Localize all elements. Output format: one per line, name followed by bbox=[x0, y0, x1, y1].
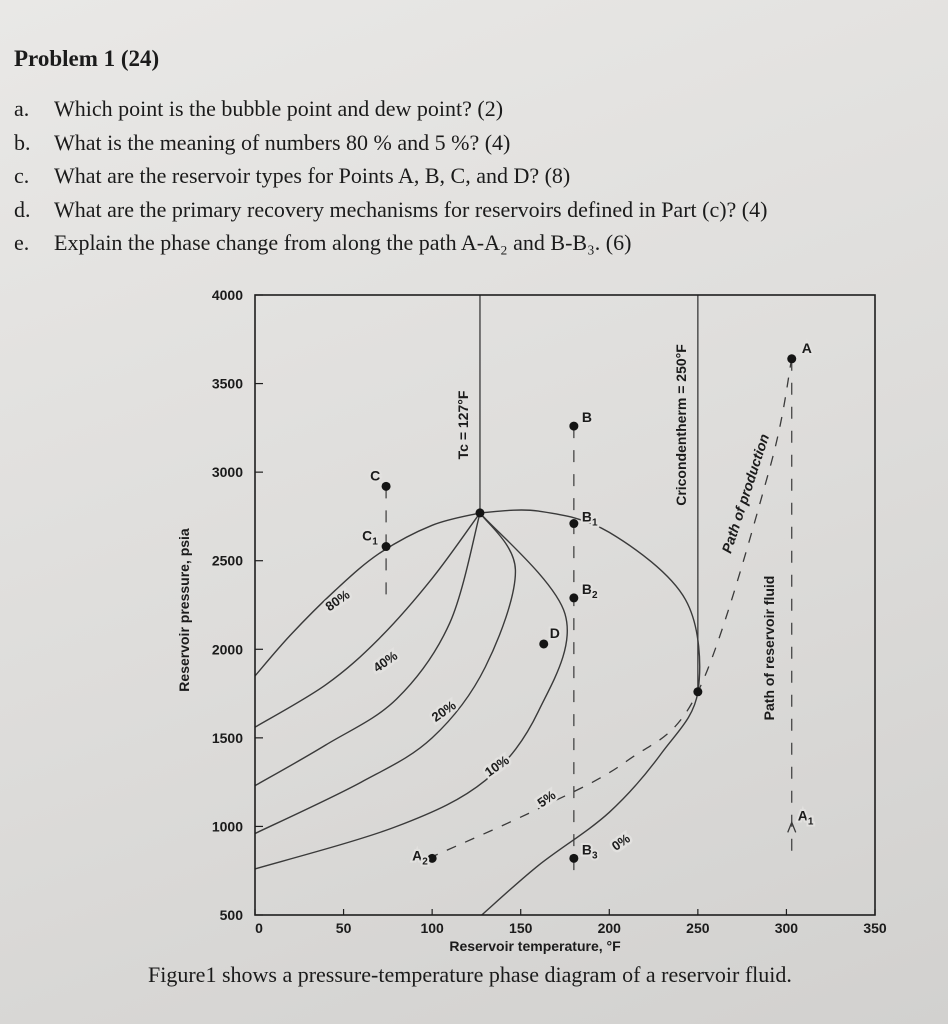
x-axis-label: Reservoir temperature, °F bbox=[449, 938, 621, 954]
y-tick-label: 3000 bbox=[211, 464, 243, 481]
y-tick-label: 3500 bbox=[211, 375, 243, 392]
point-label-main: B bbox=[581, 841, 592, 858]
x-tick-label: 0 bbox=[255, 920, 263, 936]
quality-label-0pct: 0% bbox=[608, 830, 633, 854]
point-b-marker bbox=[569, 422, 578, 431]
point-label-subscript: 1 bbox=[591, 517, 598, 529]
x-tick-label: 150 bbox=[509, 920, 533, 936]
x-tick-label: 50 bbox=[335, 920, 352, 936]
critical-temperature-label: Tc = 127°F bbox=[454, 390, 471, 460]
point-label-subscript: 1 bbox=[372, 536, 378, 548]
point-label-subscript: 2 bbox=[422, 856, 428, 868]
y-tick-label: 2000 bbox=[211, 641, 243, 658]
point-label-main: B bbox=[581, 409, 592, 426]
quality-line-10pct bbox=[255, 513, 515, 834]
question-text: Which point is the bubble point and dew point? (2) bbox=[54, 96, 504, 121]
critical-point-marker bbox=[475, 508, 484, 517]
point-a-marker bbox=[787, 354, 796, 363]
point-label-subscript: 1 bbox=[807, 816, 814, 828]
quality-label-80pct: 80% bbox=[322, 586, 353, 615]
point-label-main: A bbox=[801, 339, 812, 356]
question-text: Explain the phase change from along the path A-A₂ and B-B₃. (6) bbox=[54, 230, 632, 255]
question-text: What is the meaning of numbers 80 % and 5 %? (4) bbox=[54, 129, 511, 155]
point-label-main: C bbox=[362, 527, 373, 544]
path-of-production-label: Path of production bbox=[718, 431, 773, 556]
point-label-subscript: 3 bbox=[591, 850, 598, 862]
point-b-label bbox=[582, 409, 592, 425]
point-label-main: C bbox=[370, 467, 381, 484]
x-tick-label: 350 bbox=[863, 920, 887, 936]
point-b2-label bbox=[582, 581, 598, 601]
quality-label-5pct: 5% bbox=[534, 787, 559, 811]
y-tick-label: 4000 bbox=[211, 287, 243, 303]
question-label: b. bbox=[14, 129, 31, 155]
question-label: d. bbox=[14, 196, 31, 222]
point-label-main: D bbox=[549, 624, 560, 641]
point-c1-label bbox=[362, 528, 378, 548]
point-label-main: B bbox=[581, 508, 592, 525]
quality-label-20pct: 20% bbox=[428, 697, 459, 725]
x-tick-label: 100 bbox=[420, 920, 444, 936]
quality-line-5pct bbox=[255, 513, 567, 869]
point-b2-marker bbox=[569, 593, 578, 602]
point-label-subscript: 2 bbox=[591, 589, 598, 601]
cricondentherm-point-marker bbox=[693, 687, 702, 696]
quality-label-40pct: 40% bbox=[370, 647, 401, 676]
cricondentherm-label: Cricondentherm = 250°F bbox=[672, 344, 689, 506]
point-c-label bbox=[370, 467, 380, 483]
point-a-label bbox=[802, 340, 812, 356]
figure-caption: Figure1 shows a pressure-temperature phase diagram of a reservoir fluid. bbox=[148, 962, 792, 987]
point-d-marker bbox=[539, 639, 548, 648]
question-text: What are the primary recovery mechanisms for reservoirs defined in Part (c)? (4) bbox=[54, 196, 768, 222]
point-c-marker bbox=[382, 482, 391, 491]
point-a1-label bbox=[798, 807, 814, 827]
plot-frame bbox=[255, 295, 875, 915]
path-of-reservoir-fluid-label: Path of reservoir fluid bbox=[761, 575, 777, 721]
point-b1-label bbox=[582, 509, 598, 529]
y-tick-label: 2500 bbox=[211, 552, 243, 569]
question-label: e. bbox=[14, 230, 30, 255]
point-a1-marker bbox=[788, 822, 796, 832]
y-tick-label: 1000 bbox=[211, 818, 243, 835]
point-label-main: A bbox=[412, 847, 423, 864]
point-label-main: B bbox=[581, 580, 592, 597]
point-c1-marker bbox=[382, 542, 391, 551]
point-d-label bbox=[550, 625, 560, 641]
problem-title: Problem 1 (24) bbox=[14, 46, 160, 71]
x-tick-label: 200 bbox=[597, 920, 621, 936]
question-label: c. bbox=[14, 163, 30, 188]
point-b3-marker bbox=[569, 854, 578, 863]
point-a2-marker bbox=[428, 854, 437, 863]
point-b1-marker bbox=[569, 519, 578, 528]
point-label-main: A bbox=[797, 807, 808, 824]
quality-label-10pct: 10% bbox=[481, 752, 512, 780]
x-tick-label: 300 bbox=[774, 920, 799, 936]
x-tick-label: 250 bbox=[686, 920, 710, 936]
question-text: What are the reservoir types for Points A, B, C, and D? (8) bbox=[54, 163, 571, 188]
y-tick-label: 1500 bbox=[211, 729, 243, 746]
quality-line-40pct bbox=[255, 513, 480, 727]
y-tick-label: 500 bbox=[219, 907, 243, 923]
question-label: a. bbox=[14, 96, 30, 121]
path-of-production-line bbox=[429, 359, 792, 862]
point-b3-label bbox=[582, 841, 598, 861]
point-a2-label bbox=[412, 847, 428, 867]
y-axis-label: Reservoir pressure, psia bbox=[176, 528, 192, 692]
